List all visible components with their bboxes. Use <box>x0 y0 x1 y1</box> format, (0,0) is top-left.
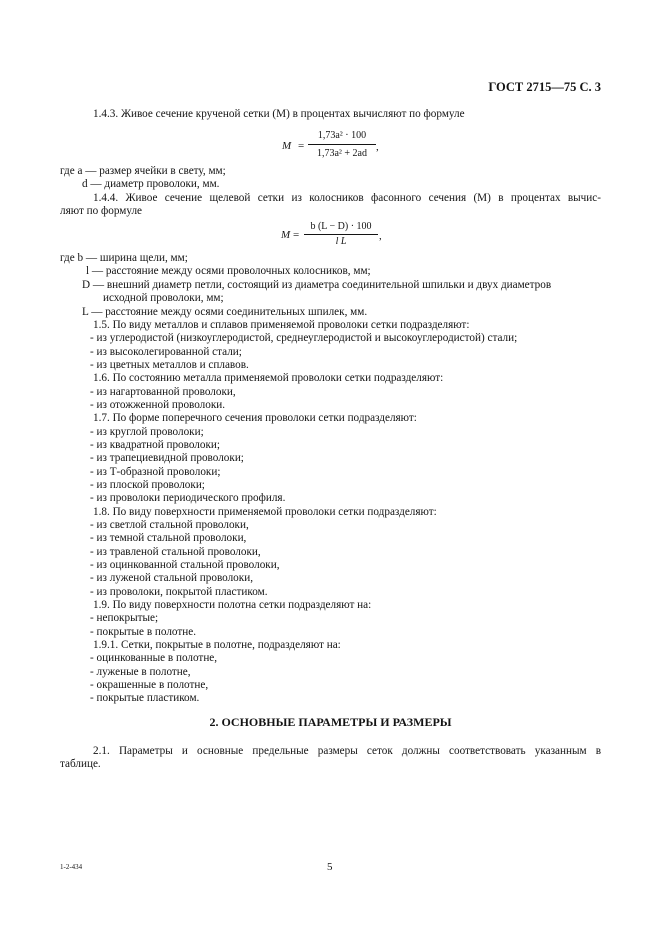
list-item: - окрашенные в полотне, <box>90 679 209 691</box>
formula-2-comma: , <box>379 230 382 242</box>
clause-1-6: 1.6. По состоянию металла применяемой проволоки сетки подразделяют: <box>93 372 444 384</box>
page-header: ГОСТ 2715—75 С. 3 <box>488 80 601 94</box>
footer-code: 1-2-434 <box>60 863 83 871</box>
clause-1-8: 1.8. По виду поверхности применяемой проволоки сетки подразделяют: <box>93 506 437 518</box>
formula-1-equals: = <box>298 140 305 152</box>
list-item: - из высоколегированной стали; <box>90 346 242 358</box>
list-item: - оцинкованные в полотне, <box>90 652 218 664</box>
where-D-cont: исходной проволоки, мм; <box>103 292 224 304</box>
list-item: - из плоской проволоки; <box>90 479 205 491</box>
where-a: где a — размер ячейки в свету, мм; <box>60 165 226 177</box>
list-item: - непокрытые; <box>90 612 159 624</box>
where-L: L — расстояние между осями соединительных шпилек, мм. <box>82 306 368 318</box>
clause-1-5: 1.5. По виду металлов и сплавов применяемой проволоки сетки подразделяют: <box>93 319 470 331</box>
list-item: - из светлой стальной проволоки, <box>90 519 249 531</box>
formula-2-denominator: l L <box>335 236 347 247</box>
formula-2-fraction-bar <box>304 234 378 235</box>
list-item: - из круглой проволоки; <box>90 426 204 438</box>
page-number: 5 <box>327 861 333 873</box>
clause-1-4-3: 1.4.3. Живое сечение крученой сетки (M) в процентах вычисляют по формуле <box>93 108 465 120</box>
list-item: - из квадратной проволоки; <box>90 439 221 451</box>
section-2-title: 2. ОСНОВНЫЕ ПАРАМЕТРЫ И РАЗМЕРЫ <box>209 715 452 729</box>
where-d: d — диаметр проволоки, мм. <box>82 178 220 190</box>
list-item: - из темной стальной проволоки, <box>90 532 247 544</box>
list-item: - покрытые в полотне. <box>90 626 196 638</box>
formula-1-numerator: 1,73a² · 100 <box>317 130 367 141</box>
list-item: - из травленой стальной проволоки, <box>90 546 261 558</box>
clause-1-7: 1.7. По форме поперечного сечения проволоки сетки подразделяют: <box>93 412 417 424</box>
clause-1-9: 1.9. По виду поверхности полотна сетки подразделяют на: <box>93 599 372 611</box>
list-item: - из Т-образной проволоки; <box>90 466 221 478</box>
where-l: l — расстояние между осями проволочных колосников, мм; <box>86 265 371 277</box>
formula-2-lhs: M <box>281 229 291 241</box>
formula-1-lhs: M <box>282 140 292 152</box>
clause-2-1-line2: таблице. <box>60 758 101 770</box>
list-item: - из углеродистой (низкоуглеродистой, среднеуглеродистой и высокоуглеродистой) стали; <box>90 332 518 344</box>
list-item: - из проволоки, покрытой пластиком. <box>90 586 268 598</box>
list-item: - покрытые пластиком. <box>90 692 200 704</box>
clause-1-4-4-line2: ляют по формуле <box>60 205 142 217</box>
list-item: - из цветных металлов и сплавов. <box>90 359 249 371</box>
formula-1-comma: , <box>376 141 379 153</box>
list-item: - из проволоки периодического профиля. <box>90 492 286 504</box>
clause-1-4-4-line1: 1.4.4. Живое сечение щелевой сетки из колосников фасонного сечения (M) в процентах вычис- <box>93 192 601 204</box>
list-item: - из отожженной проволоки. <box>90 399 226 411</box>
where-b: где b — ширина щели, мм; <box>60 252 188 264</box>
clause-1-9-1: 1.9.1. Сетки, покрытые в полотне, подразделяют на: <box>93 639 341 651</box>
formula-1-denominator: 1,73a² + 2ad <box>316 148 367 159</box>
formula-1-fraction-bar <box>308 144 376 145</box>
clause-2-1-line1: 2.1. Параметры и основные предельные размеры сеток должны соответствовать указанным в <box>93 745 601 757</box>
list-item: - из трапециевидной проволоки; <box>90 452 244 464</box>
list-item: - из луженой стальной проволоки, <box>90 572 253 584</box>
list-item: - из нагартованной проволоки, <box>90 386 236 398</box>
where-D: D — внешний диаметр петли, состоящий из диаметра соединительной шпильки и двух диаметров <box>82 279 552 291</box>
formula-2-numerator: b (L − D) · 100 <box>310 221 372 232</box>
list-item: - луженые в полотне, <box>90 666 191 678</box>
list-item: - из оцинкованной стальной проволоки, <box>90 559 280 571</box>
formula-2-equals: = <box>293 229 300 241</box>
